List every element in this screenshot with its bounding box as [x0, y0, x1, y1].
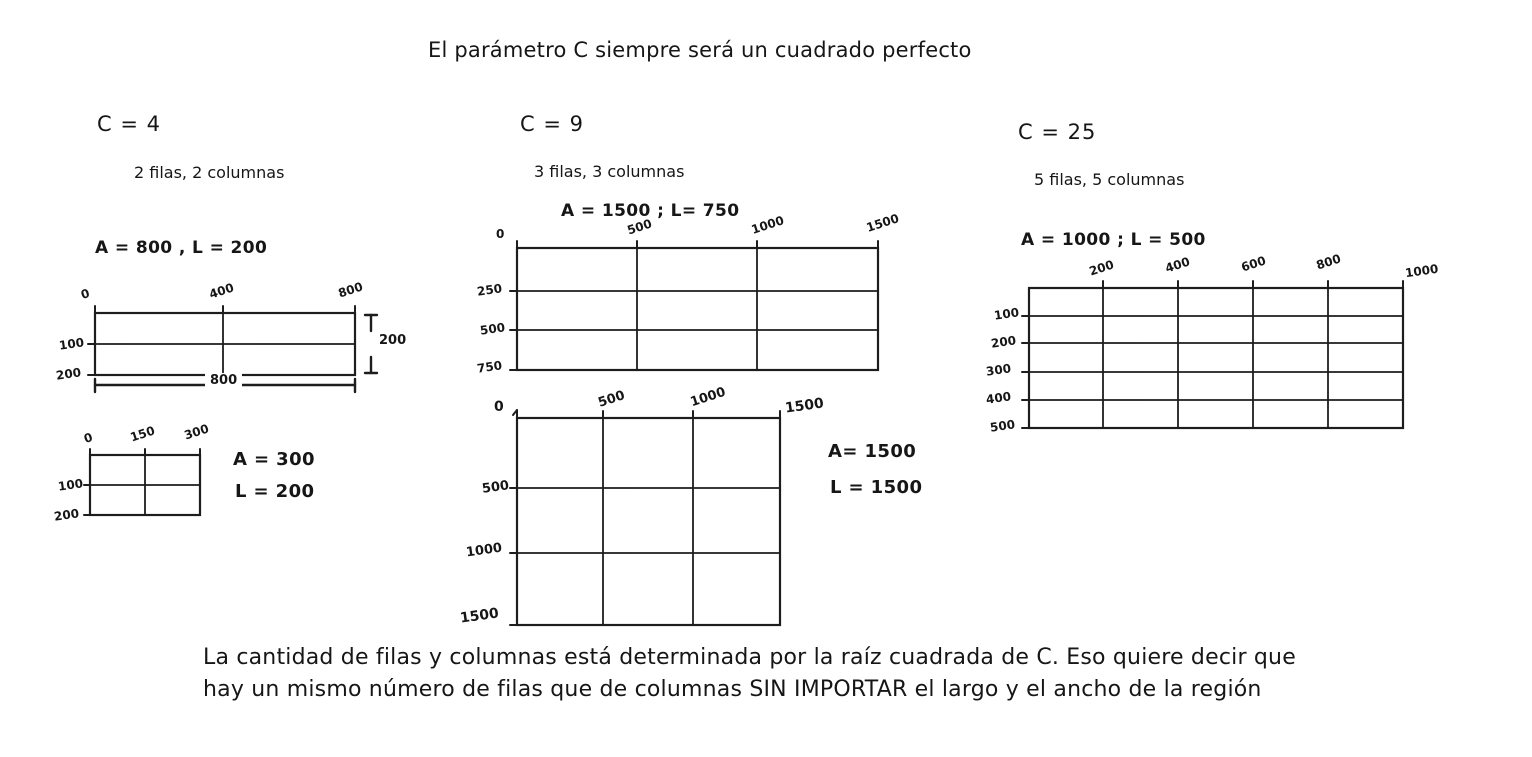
- c4-small-xtick-0: 0: [82, 430, 95, 446]
- c4-small-grid: [80, 445, 215, 530]
- c25-xtick-800: 800: [1314, 251, 1343, 273]
- c25-xtick-600: 600: [1239, 253, 1268, 275]
- c9-top-xtick-1000: 1000: [749, 213, 786, 237]
- page-title: El parámetro C siempre será un cuadrado perfecto: [428, 38, 972, 62]
- c4-main-xtick-400: 400: [207, 280, 236, 302]
- c9-square-xtick-1500: 1500: [784, 395, 825, 417]
- footer-explanation-line2: hay un mismo número de filas que de columnas SIN IMPORTAR el largo y el ancho de la región: [203, 677, 1262, 702]
- c9-top-xtick-1500: 1500: [864, 211, 901, 235]
- c25-heading: C = 25: [1018, 120, 1097, 144]
- c4-main-ytick-100: 100: [58, 335, 85, 353]
- c4-heading: C = 4: [97, 112, 161, 136]
- c25-ytick-400: 400: [985, 389, 1012, 407]
- c4-small-length-label: L = 200: [235, 481, 315, 502]
- c25-xtick-1000: 1000: [1404, 261, 1440, 281]
- c25-ytick-200: 200: [990, 333, 1017, 351]
- c4-main-xtick-800: 800: [336, 279, 365, 301]
- c9-square-ytick-1000: 1000: [465, 540, 504, 561]
- c4-small-ytick-100: 100: [57, 476, 84, 494]
- c9-square-length-label: L = 1500: [830, 477, 923, 498]
- c9-square-xtick-500: 500: [596, 388, 627, 411]
- c9-square-xtick-1000: 1000: [688, 384, 728, 411]
- c9-heading: C = 9: [520, 112, 584, 136]
- c25-xtick-400: 400: [1163, 254, 1192, 276]
- c9-top-grid: [507, 238, 897, 388]
- c4-dims-label: 2 filas, 2 columnas: [134, 163, 285, 182]
- c9-top-ytick-250: 250: [476, 281, 503, 299]
- c4-small-ytick-200: 200: [53, 506, 80, 524]
- c25-ytick-100: 100: [993, 305, 1020, 323]
- c9-top-ytick-500: 500: [479, 320, 506, 338]
- c4-small-area-label: A = 300: [233, 449, 315, 470]
- c25-ytick-300: 300: [985, 361, 1012, 379]
- c9-params-label: A = 1500 ; L= 750: [561, 201, 740, 221]
- c9-square-ytick-500: 500: [481, 478, 511, 497]
- c25-params-label: A = 1000 ; L = 500: [1021, 230, 1206, 250]
- c25-xtick-200: 200: [1087, 257, 1116, 279]
- c25-grid: [1019, 278, 1469, 448]
- footer-explanation-line1: La cantidad de filas y columnas está determinada por la raíz cuadrada de C. Eso quiere decir que: [203, 645, 1296, 670]
- c4-main-xtick-0: 0: [79, 286, 92, 302]
- c4-main-ytick-200: 200: [55, 365, 82, 383]
- c4-small-xtick-300: 300: [182, 421, 211, 443]
- c25-ytick-500: 500: [989, 417, 1016, 435]
- c9-square-xtick-0: 0: [494, 399, 504, 415]
- c4-small-xtick-150: 150: [128, 423, 157, 445]
- c9-square-grid: [507, 408, 807, 643]
- c9-top-ytick-750: 750: [476, 358, 503, 376]
- c4-params-label: A = 800 , L = 200: [95, 238, 268, 258]
- c4-width-dim-label: 800: [205, 373, 242, 388]
- c25-dims-label: 5 filas, 5 columnas: [1034, 170, 1185, 189]
- c9-square-ytick-1500: 1500: [459, 605, 500, 627]
- c9-top-xtick-0: 0: [496, 227, 505, 241]
- c9-dims-label: 3 filas, 3 columnas: [534, 162, 685, 181]
- c9-top-xtick-500: 500: [625, 216, 654, 238]
- c4-height-dim-label: 200: [379, 333, 407, 348]
- c9-square-area-label: A= 1500: [828, 441, 917, 462]
